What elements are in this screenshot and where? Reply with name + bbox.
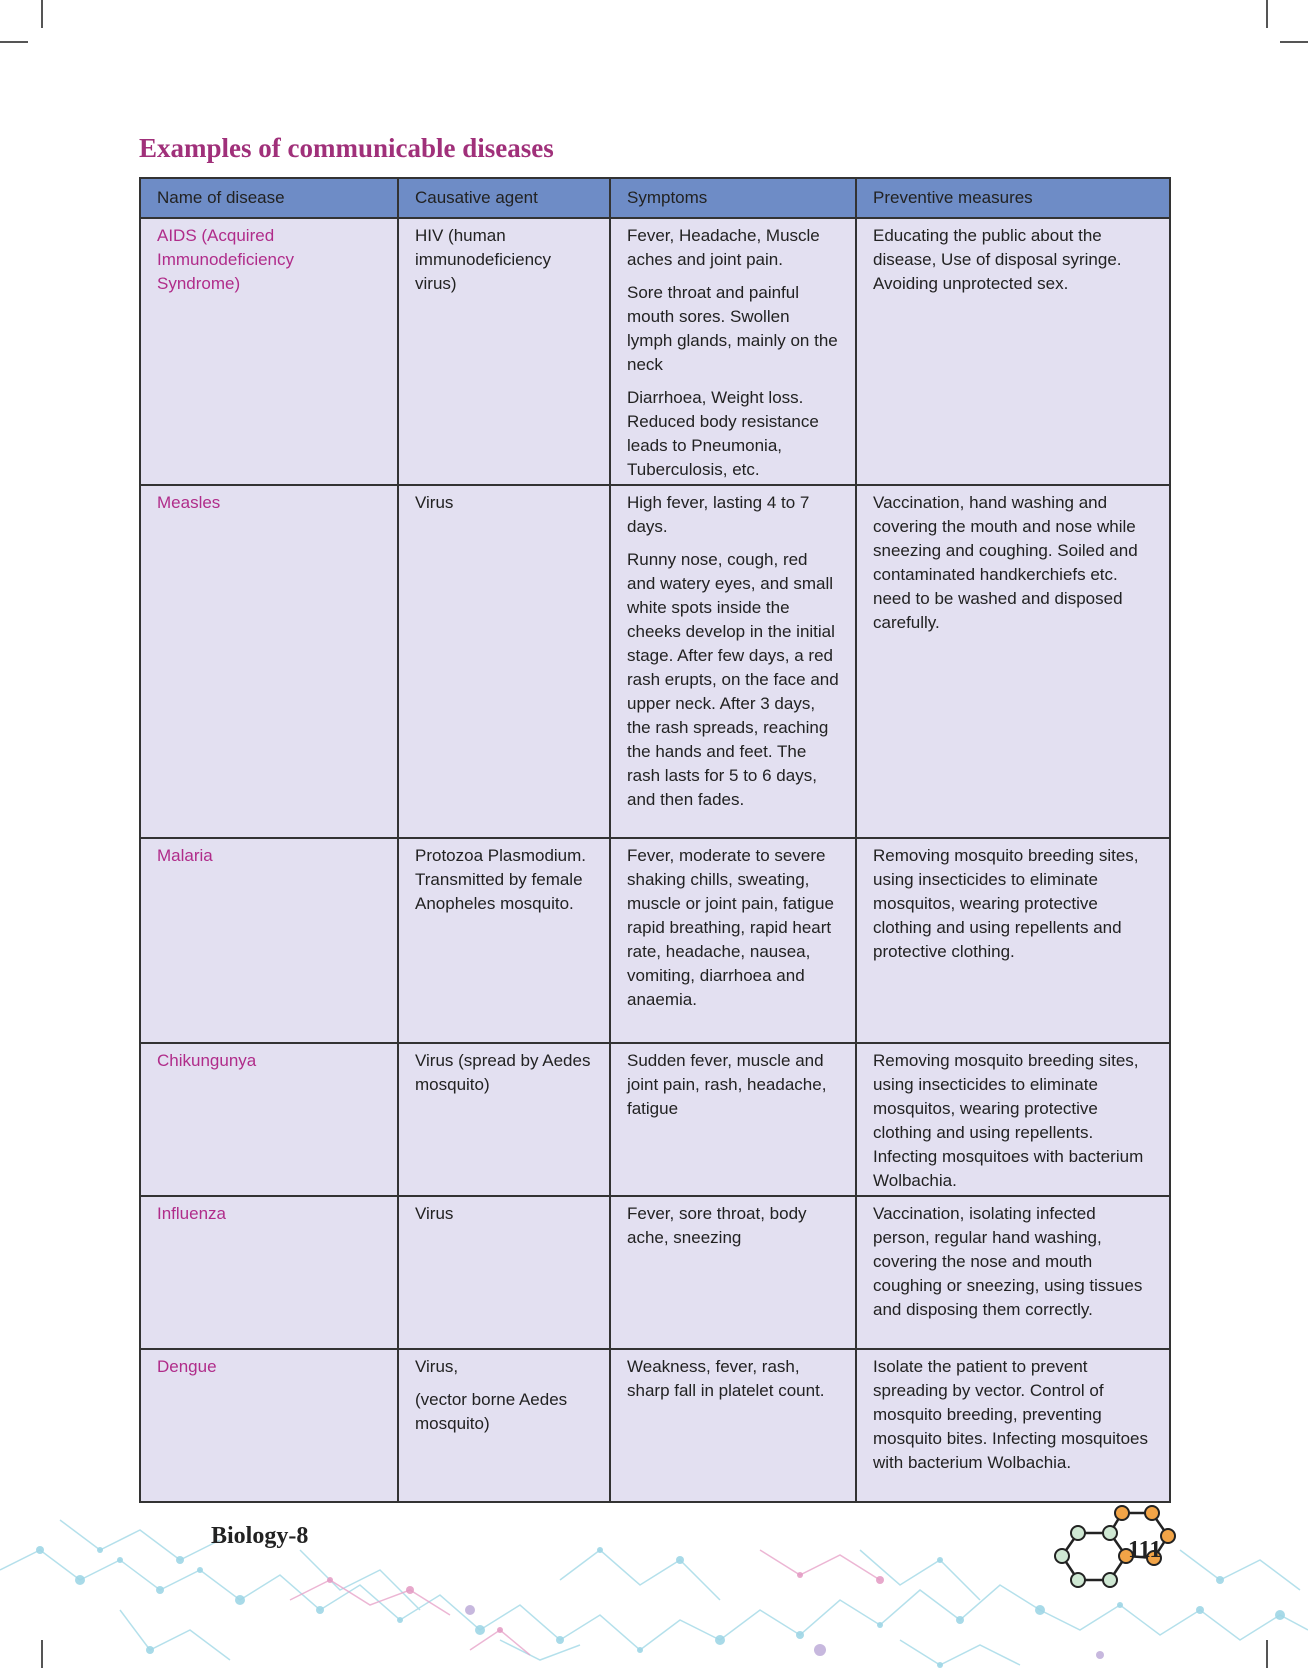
- preventive-measures: [856, 485, 1170, 838]
- agent-text: HIV (human immunodeficiency virus): [415, 226, 552, 293]
- page-number: 111: [1128, 1537, 1162, 1563]
- prevention-text: Vaccination, isolating infected person, regular hand washing, covering the nose and mouth coughing or sneezing, using tissues and disposing them correctly.: [873, 1204, 1143, 1319]
- diseases-table: [139, 177, 1171, 1503]
- symptom-text: Fever, moderate to severe shaking chills, sweating, muscle or joint pain, fatigue rapid breathing, rapid heart rate, headache, nausea, vomiting, diarrhoea and anaemia.: [627, 846, 834, 1009]
- preventive-measures: [856, 218, 1170, 485]
- prevention-text: Removing mosquito breeding sites, using insecticides to eliminate mosquitos, wearing protective clothing and using repellents. Infecting mosquitoes with bacterium Wolbachia.: [873, 1051, 1144, 1190]
- prevention-text: Educating the public about the disease, Use of disposal syringe. Avoiding unprotected sex.: [873, 226, 1122, 293]
- symptom-text: Runny nose, cough, red and watery eyes, and small white spots inside the cheeks develop in the initial stage. After few days, a red rash erupts, on the face and upper neck. After 3 days, the rash spreads, reaching the hands and feet. The rash lasts for 5 to 6 days, and then fades.: [627, 550, 839, 809]
- header-preventive-measures: Preventive measures: [856, 178, 1170, 218]
- causative-agent: [398, 218, 610, 485]
- agent-text: Virus,: [415, 1357, 459, 1376]
- symptom-text: Sudden fever, muscle and joint pain, rash, headache, fatigue: [627, 1051, 827, 1118]
- symptoms: [610, 838, 856, 1043]
- agent-text: Virus (spread by Aedes mosquito): [415, 1051, 591, 1094]
- causative-agent: [398, 1196, 610, 1349]
- preventive-measures: [856, 838, 1170, 1043]
- crop-mark-top-left-h: [0, 41, 28, 43]
- disease-name: Measles: [140, 485, 398, 838]
- header-name-of-disease: Name of disease: [140, 178, 398, 218]
- causative-agent: [398, 1349, 610, 1502]
- header-causative-agent: Causative agent: [398, 178, 610, 218]
- agent-text: (vector borne Aedes mosquito): [415, 1390, 568, 1433]
- preventive-measures: [856, 1349, 1170, 1502]
- header-symptoms: Symptoms: [610, 178, 856, 218]
- disease-name: Dengue: [140, 1349, 398, 1502]
- table-row: [140, 485, 1170, 838]
- table-row: [140, 838, 1170, 1043]
- table-header-row: [140, 178, 1170, 218]
- prevention-text: Vaccination, hand washing and covering the mouth and nose while sneezing and coughing. Soiled and contaminated handkerchiefs etc. need to be washed and disposed carefully.: [873, 493, 1138, 632]
- prevention-text: Isolate the patient to prevent spreading by vector. Control of mosquito breeding, preventing mosquito bites. Infecting mosquitoes with bacterium Wolbachia.: [873, 1357, 1148, 1472]
- agent-text: Virus: [415, 1204, 454, 1223]
- disease-name: Chikungunya: [140, 1043, 398, 1196]
- agent-text: Virus: [415, 493, 454, 512]
- preventive-measures: [856, 1196, 1170, 1349]
- symptom-text: Fever, Headache, Muscle aches and joint pain.: [627, 226, 820, 269]
- table-row: [140, 218, 1170, 485]
- preventive-measures: [856, 1043, 1170, 1196]
- symptoms: [610, 1196, 856, 1349]
- prevention-text: Removing mosquito breeding sites, using insecticides to eliminate mosquitos, wearing protective clothing and using repellents and protective clothing.: [873, 846, 1139, 961]
- symptom-text: Fever, sore throat, body ache, sneezing: [627, 1204, 807, 1247]
- symptoms: [610, 1043, 856, 1196]
- table-row: [140, 1196, 1170, 1349]
- crop-mark-top-right-h: [1280, 41, 1308, 43]
- symptoms: [610, 218, 856, 485]
- symptoms: [610, 485, 856, 838]
- crop-mark-top-right-v: [1266, 0, 1268, 28]
- causative-agent: [398, 485, 610, 838]
- page-title: Examples of communicable diseases: [139, 133, 554, 163]
- symptom-text: Sore throat and painful mouth sores. Swollen lymph glands, mainly on the neck: [627, 283, 838, 374]
- symptom-text: Weakness, fever, rash, sharp fall in platelet count.: [627, 1357, 825, 1400]
- footer-book-title: Biology-8: [211, 1523, 309, 1549]
- causative-agent: [398, 838, 610, 1043]
- table-row: [140, 1349, 1170, 1502]
- causative-agent: [398, 1043, 610, 1196]
- agent-text: Protozoa Plasmodium. Transmitted by female Anopheles mosquito.: [415, 846, 587, 913]
- hexagon-molecule-icon: [1052, 1502, 1192, 1612]
- symptom-text: Diarrhoea, Weight loss. Reduced body resistance leads to Pneumonia, Tuberculosis, etc.: [627, 388, 819, 479]
- disease-name: AIDS (Acquired Immunodeficiency Syndrome): [140, 218, 398, 485]
- symptom-text: High fever, lasting 4 to 7 days.: [627, 493, 810, 536]
- table-row: [140, 1043, 1170, 1196]
- symptoms: [610, 1349, 856, 1502]
- disease-name: Malaria: [140, 838, 398, 1043]
- crop-mark-top-left-v: [41, 0, 43, 28]
- disease-name: Influenza: [140, 1196, 398, 1349]
